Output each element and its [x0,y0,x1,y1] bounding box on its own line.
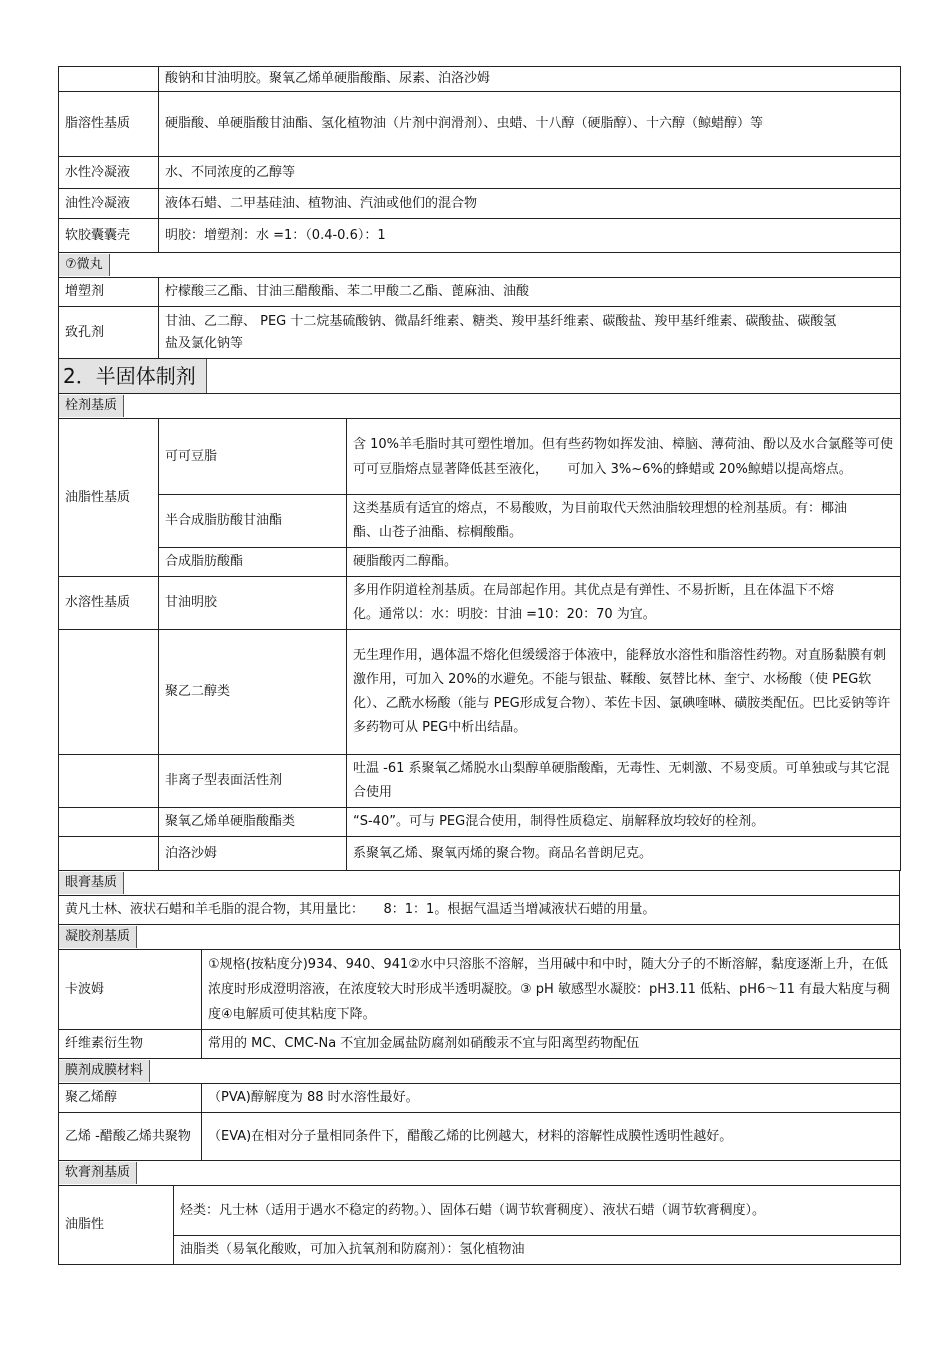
base-desc: “S-40”。可与 PEG混合使用，制得性质稳定、崩解释放均较好的栓剂。 [347,808,901,837]
section-label: 眼膏基质 [59,872,124,894]
table-row [59,307,901,359]
section-row [59,871,900,896]
table-cell: （PVA)醇解度为 88 时水溶性最好。 [202,1084,901,1113]
base-name: 可可豆脂 [159,419,347,495]
table-row [59,1030,901,1059]
base-desc: 吐温 -61 系聚氧乙烯脱水山梨醇单硬脂酸酯，无毒性、无刺激、不易变质。可单独或与其它混合使用 [347,755,901,808]
base-name: 半合成脂肪酸甘油酯 [159,495,347,548]
table-row [59,219,901,253]
table-cell: 黄凡士林、液状石蜡和羊毛脂的混合物，其用量比： 8：1：1。根据气温适当增减液状石蜡的用量。 [59,896,900,925]
section-label: ⑦微丸 [59,254,110,276]
ointment-table [58,1185,901,1265]
table-cell [59,755,159,808]
section-label: 凝胶剂基质 [59,926,137,948]
section-title-row [59,359,901,394]
table-cell: 柠檬酸三乙酯、甘油三醋酸酯、苯二甲酸二乙酯、蓖麻油、油酸 [159,278,901,307]
table-cell: 酸钠和甘油明胶。聚氧乙烯单硬脂酸酯、尿素、泊洛沙姆 [159,67,901,92]
table-cell: 明胶：增塑剂：水 =1：（0.4-0.6）：1 [159,219,901,253]
section-row [59,1059,901,1084]
section-cell [59,1161,901,1186]
table-cell: 常用的 MC、CMC-Na 不宜加金属盐防腐剂如硝酸汞不宜与阳离型药物配伍 [202,1030,901,1059]
section-cell [59,253,901,278]
section-row [59,925,900,950]
base-name: 非离子型表面活性剂 [159,755,347,808]
section-cell [59,1059,901,1084]
table-row [59,548,901,577]
suppository-table [58,418,901,871]
table-cell: 甘油、乙二醇、 PEG 十二烷基硫酸钠、微晶纤维素、糖类、羧甲基纤维素、碳酸盐、羧甲基纤维素、碳酸盐、碳酸氢盐及氯化钠等 [159,307,901,359]
gel-table [58,949,901,1059]
row-label: 增塑剂 [59,278,159,307]
eye-ointment-table [58,870,900,950]
base-desc: 系聚氧乙烯、聚氧丙烯的聚合物。商品名普朗尼克。 [347,837,901,871]
table-row [59,495,901,548]
row-label: 脂溶性基质 [59,92,159,157]
row-label: 卡波姆 [59,950,202,1030]
table-row [59,837,901,871]
table-cell: ①规格(按粘度分)934、940、941②水中只溶胀不溶解，当用碱中和中时，随大分子的不断溶解，黏度逐渐上升，在低浓度时形成澄明溶液，在浓度较大时形成半透明凝胶。③ pH 敏感型水凝胶：pH3.11 低粘、pH6～11 有最大粘度与稠度④电解质可使其粘度下降。 [202,950,901,1030]
cell-text: 硬脂酸、单硬脂酸甘油酯、氢化植物油（片剂中润滑剂）、虫蜡、十八醇（硬脂醇）、十六醇（鲸蜡醇）等 [165,116,764,131]
excipient-table-top [58,66,901,419]
table-row [59,808,901,837]
table-cell: 油脂类（易氧化酸败，可加入抗氧剂和防腐剂）：氢化植物油 [174,1236,901,1265]
film-table [58,1058,901,1186]
table-row [59,1113,901,1161]
table-row [59,896,900,925]
table-cell [59,837,159,871]
table-cell: 水、不同浓度的乙醇等 [159,157,901,189]
table-row [59,419,901,495]
table-row [59,1236,901,1265]
row-label: 软胶囊囊壳 [59,219,159,253]
table-row [59,92,901,157]
table-cell: （EVA)在相对分子量相同条件下，醋酸乙烯的比例越大，材料的溶解性成膜性透明性越好。 [202,1113,901,1161]
section-label: 软膏剂基质 [59,1162,137,1184]
table-row [59,1186,901,1236]
table-cell [59,808,159,837]
table-row [59,157,901,189]
base-desc: 硬脂酸丙二醇酯。 [347,548,901,577]
row-label: 油脂性基质 [59,419,159,577]
base-desc: 多用作阴道栓剂基质。在局部起作用。其优点是有弹性、不易折断，且在体温下不熔化。通常以：水：明胶：甘油 =10：20：70 为宜。 [347,577,901,630]
base-name: 聚乙二醇类 [159,630,347,755]
table-cell [59,67,159,92]
table-row [59,278,901,307]
document-page [58,66,900,1265]
table-cell: 液体石蜡、二甲基硅油、植物油、汽油或他们的混合物 [159,189,901,219]
table-row [59,577,901,630]
table-row [59,67,901,92]
row-label: 水溶性基质 [59,577,159,630]
table-row [59,1084,901,1113]
section-row [59,394,901,419]
row-label: 致孔剂 [59,307,159,359]
row-label: 水性冷凝液 [59,157,159,189]
table-cell: 烃类：凡士林（适用于遇水不稳定的药物。）、固体石蜡（调节软膏稠度）、液状石蜡（调节软膏稠度）。 [174,1186,901,1236]
table-cell [59,630,159,755]
base-name: 甘油明胶 [159,577,347,630]
table-row [59,950,901,1030]
table-row [59,755,901,808]
row-label: 油性冷凝液 [59,189,159,219]
section-label: 膜剂成膜材料 [59,1060,150,1082]
row-label: 纤维素衍生物 [59,1030,202,1059]
base-desc: 无生理作用，遇体温不熔化但缓缓溶于体液中，能释放水溶性和脂溶性药物。对直肠黏膜有刺激作用，可加入 20%的水避免。不能与银盐、鞣酸、氨替比林、奎宁、水杨酸（使 PEG软化）、乙酰水杨酸（能与 PEG形成复合物）、苯佐卡因、氯碘喹啉、磺胺类配伍。巴比妥钠等许多药物可从 PEG中析出结晶。 [347,630,901,755]
section-cell [59,925,900,950]
section-title-cell [59,359,901,394]
base-name: 合成脂肪酸酯 [159,548,347,577]
base-desc: 这类基质有适宜的熔点，不易酸败，为目前取代天然油脂较理想的栓剂基质。有：椰油酯、山苍子油酯、棕榈酸酯。 [347,495,901,548]
section-cell [59,871,900,896]
base-name: 聚氧乙烯单硬脂酸酯类 [159,808,347,837]
row-label: 乙烯 -醋酸乙烯共聚物 [59,1113,202,1161]
table-row [59,630,901,755]
table-cell [159,92,901,157]
section-cell [59,394,901,419]
base-name: 泊洛沙姆 [159,837,347,871]
section-row [59,1161,901,1186]
row-label: 聚乙烯醇 [59,1084,202,1113]
section-title: 2．半固体制剂 [59,359,207,393]
section-label: 栓剂基质 [59,395,124,417]
base-desc: 含 10%羊毛脂时其可塑性增加。但有些药物如挥发油、樟脑、薄荷油、酚以及水合氯醛等可使可可豆脂熔点显著降低甚至液化， 可加入 3%~6%的蜂蜡或 20%鲸蜡以提高熔点。 [347,419,901,495]
section-row [59,253,901,278]
row-label: 油脂性 [59,1186,174,1265]
table-row [59,189,901,219]
